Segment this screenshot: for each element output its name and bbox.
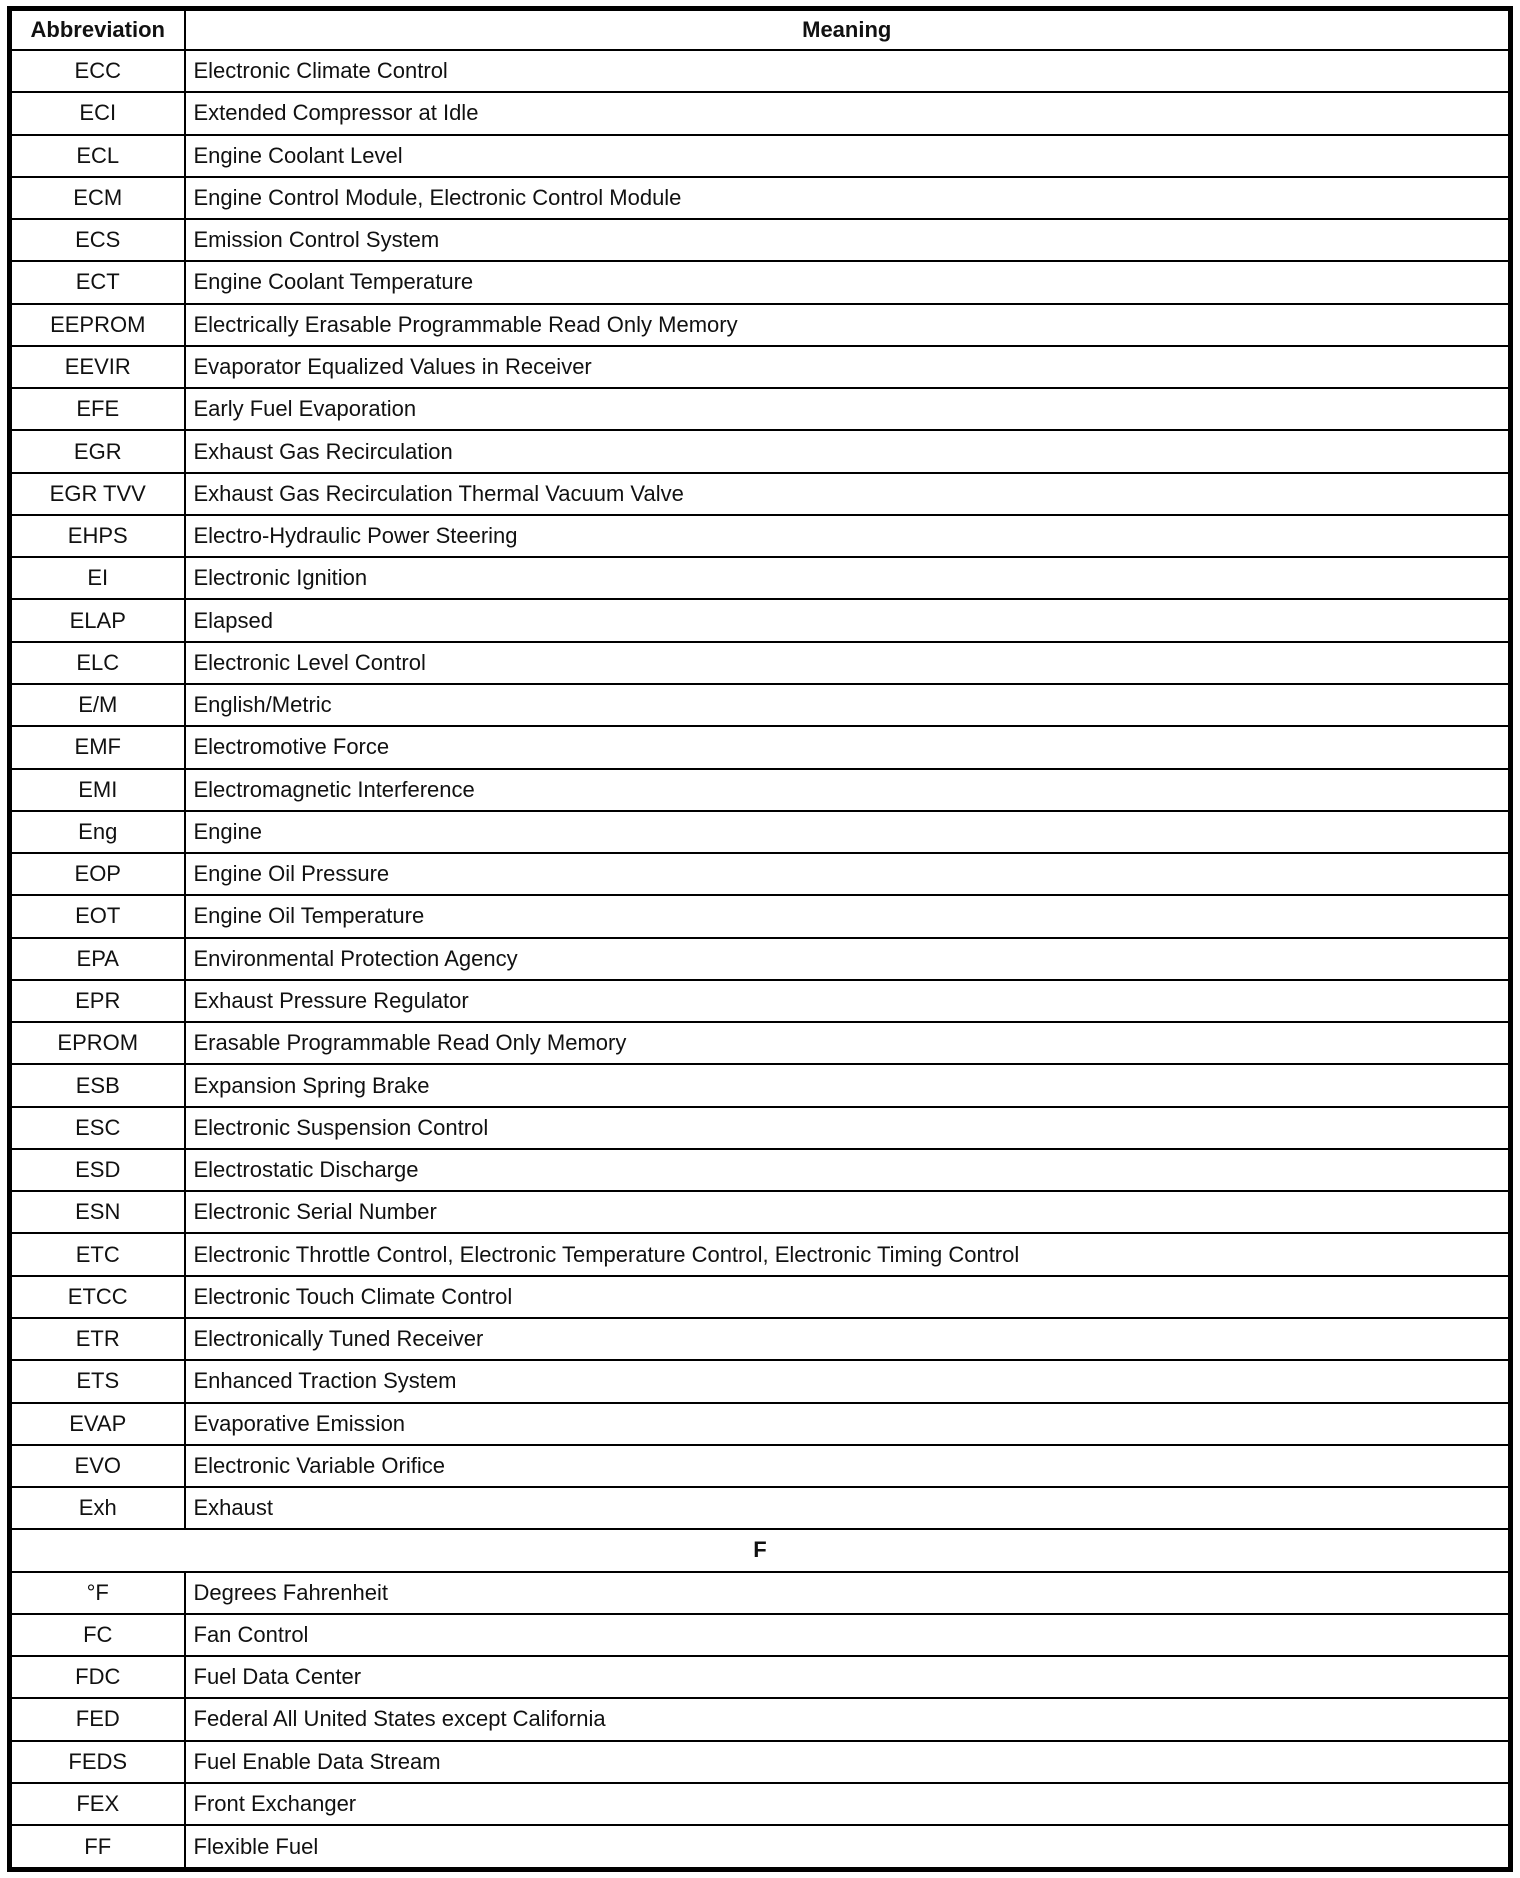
meaning-cell: Electronic Ignition — [185, 557, 1511, 599]
table-row — [10, 388, 1511, 430]
table-row — [10, 684, 1511, 726]
meaning-cell: Engine — [185, 811, 1511, 853]
meaning-cell: Exhaust Gas Recirculation Thermal Vacuum Valve — [185, 473, 1511, 515]
meaning-cell: Electronic Variable Orifice — [185, 1445, 1511, 1487]
meaning-cell: Electronic Level Control — [185, 642, 1511, 684]
table-row — [10, 1318, 1511, 1360]
table-row — [10, 1614, 1511, 1656]
meaning-cell: Electronic Throttle Control, Electronic Temperature Control, Electronic Timing Control — [185, 1233, 1511, 1275]
meaning-cell: Expansion Spring Brake — [185, 1064, 1511, 1106]
table-row — [10, 811, 1511, 853]
abbreviation-cell: ESC — [10, 1107, 185, 1149]
meaning-cell: Degrees Fahrenheit — [185, 1572, 1511, 1614]
abbreviation-cell: EVO — [10, 1445, 185, 1487]
meaning-cell: Fuel Enable Data Stream — [185, 1741, 1511, 1783]
table-row — [10, 1656, 1511, 1698]
meaning-cell: Federal All United States except California — [185, 1698, 1511, 1740]
meaning-cell: Environmental Protection Agency — [185, 938, 1511, 980]
abbreviation-cell: EEVIR — [10, 346, 185, 388]
meaning-cell: Fan Control — [185, 1614, 1511, 1656]
section-header-cell: F — [10, 1529, 1511, 1571]
table-row — [10, 1064, 1511, 1106]
table-row — [10, 177, 1511, 219]
table-row — [10, 1698, 1511, 1740]
abbreviation-cell: EOT — [10, 895, 185, 937]
abbreviation-cell: EHPS — [10, 515, 185, 557]
table-row — [10, 642, 1511, 684]
table-row — [10, 1445, 1511, 1487]
table-row — [10, 1487, 1511, 1529]
meaning-cell: Engine Control Module, Electronic Control Module — [185, 177, 1511, 219]
abbreviation-cell: EMF — [10, 726, 185, 768]
meaning-cell: Engine Coolant Level — [185, 135, 1511, 177]
abbreviation-cell: FC — [10, 1614, 185, 1656]
table-row — [10, 473, 1511, 515]
abbreviation-cell: FDC — [10, 1656, 185, 1698]
abbreviation-cell: ETR — [10, 1318, 185, 1360]
meaning-cell: Exhaust — [185, 1487, 1511, 1529]
abbreviation-cell: EVAP — [10, 1403, 185, 1445]
abbreviation-cell: ESB — [10, 1064, 185, 1106]
abbreviation-cell: ECT — [10, 261, 185, 303]
abbreviation-cell: FEX — [10, 1783, 185, 1825]
meaning-cell: Enhanced Traction System — [185, 1360, 1511, 1402]
table-row — [10, 515, 1511, 557]
meaning-cell: Erasable Programmable Read Only Memory — [185, 1022, 1511, 1064]
abbreviation-table — [7, 6, 1513, 1872]
header-row — [10, 9, 1511, 51]
abbreviation-cell: EPR — [10, 980, 185, 1022]
abbreviation-cell: EI — [10, 557, 185, 599]
abbreviation-cell: ELAP — [10, 599, 185, 641]
table-row — [10, 1783, 1511, 1825]
table-row — [10, 557, 1511, 599]
meaning-cell: Electronic Serial Number — [185, 1191, 1511, 1233]
abbreviation-cell: EPA — [10, 938, 185, 980]
meaning-cell: Evaporative Emission — [185, 1403, 1511, 1445]
meaning-column-header: Meaning — [185, 9, 1511, 51]
table-row — [10, 853, 1511, 895]
table-row — [10, 430, 1511, 472]
table-row — [10, 1149, 1511, 1191]
table-row — [10, 726, 1511, 768]
abbreviation-cell: FF — [10, 1825, 185, 1869]
table-row — [10, 346, 1511, 388]
abbreviation-cell: ETS — [10, 1360, 185, 1402]
meaning-cell: Evaporator Equalized Values in Receiver — [185, 346, 1511, 388]
abbreviation-cell: EEPROM — [10, 304, 185, 346]
table-row — [10, 1107, 1511, 1149]
meaning-cell: Electrically Erasable Programmable Read Only Memory — [185, 304, 1511, 346]
meaning-cell: Electronic Climate Control — [185, 50, 1511, 92]
section-row — [10, 1529, 1511, 1571]
meaning-cell: English/Metric — [185, 684, 1511, 726]
meaning-cell: Engine Coolant Temperature — [185, 261, 1511, 303]
meaning-cell: Electromagnetic Interference — [185, 769, 1511, 811]
abbreviation-cell: Exh — [10, 1487, 185, 1529]
meaning-cell: Electronic Touch Climate Control — [185, 1276, 1511, 1318]
table-row — [10, 1825, 1511, 1869]
meaning-cell: Engine Oil Pressure — [185, 853, 1511, 895]
abbreviation-cell: EGR TVV — [10, 473, 185, 515]
meaning-cell: Electrostatic Discharge — [185, 1149, 1511, 1191]
abbreviation-cell: ETC — [10, 1233, 185, 1275]
meaning-cell: Fuel Data Center — [185, 1656, 1511, 1698]
abbreviation-cell: ELC — [10, 642, 185, 684]
table-row — [10, 304, 1511, 346]
abbreviation-cell: ECM — [10, 177, 185, 219]
meaning-cell: Emission Control System — [185, 219, 1511, 261]
abbreviation-cell: °F — [10, 1572, 185, 1614]
meaning-cell: Electronically Tuned Receiver — [185, 1318, 1511, 1360]
table-row — [10, 1233, 1511, 1275]
abbreviation-cell: Eng — [10, 811, 185, 853]
meaning-cell: Exhaust Pressure Regulator — [185, 980, 1511, 1022]
table-row — [10, 1403, 1511, 1445]
abbreviation-cell: EOP — [10, 853, 185, 895]
table-row — [10, 1360, 1511, 1402]
abbreviation-cell: ECL — [10, 135, 185, 177]
table-row — [10, 50, 1511, 92]
abbreviation-cell: ECS — [10, 219, 185, 261]
table-row — [10, 769, 1511, 811]
abbreviation-cell: E/M — [10, 684, 185, 726]
table-row — [10, 92, 1511, 134]
table-row — [10, 938, 1511, 980]
table-row — [10, 1572, 1511, 1614]
abbreviation-cell: ESN — [10, 1191, 185, 1233]
table-row — [10, 1191, 1511, 1233]
abbreviation-cell: ECC — [10, 50, 185, 92]
abbreviation-cell: ESD — [10, 1149, 185, 1191]
table-row — [10, 980, 1511, 1022]
abbreviation-cell: FEDS — [10, 1741, 185, 1783]
table-row — [10, 895, 1511, 937]
abbreviation-cell: ETCC — [10, 1276, 185, 1318]
abbreviation-cell: FED — [10, 1698, 185, 1740]
abbreviation-cell: EMI — [10, 769, 185, 811]
abbreviation-cell: EFE — [10, 388, 185, 430]
meaning-cell: Electronic Suspension Control — [185, 1107, 1511, 1149]
meaning-cell: Extended Compressor at Idle — [185, 92, 1511, 134]
meaning-cell: Engine Oil Temperature — [185, 895, 1511, 937]
meaning-cell: Early Fuel Evaporation — [185, 388, 1511, 430]
meaning-cell: Elapsed — [185, 599, 1511, 641]
meaning-cell: Electro-Hydraulic Power Steering — [185, 515, 1511, 557]
table-row — [10, 219, 1511, 261]
meaning-cell: Exhaust Gas Recirculation — [185, 430, 1511, 472]
abbreviation-cell: EGR — [10, 430, 185, 472]
abbreviation-cell: EPROM — [10, 1022, 185, 1064]
table-row — [10, 261, 1511, 303]
abbreviation-table-body — [10, 50, 1511, 1870]
abbreviation-column-header: Abbreviation — [10, 9, 185, 51]
abbreviation-cell: ECI — [10, 92, 185, 134]
meaning-cell: Electromotive Force — [185, 726, 1511, 768]
table-row — [10, 1276, 1511, 1318]
table-row — [10, 1022, 1511, 1064]
table-row — [10, 1741, 1511, 1783]
abbreviation-table-head — [10, 9, 1511, 51]
meaning-cell: Flexible Fuel — [185, 1825, 1511, 1869]
table-row — [10, 135, 1511, 177]
meaning-cell: Front Exchanger — [185, 1783, 1511, 1825]
table-row — [10, 599, 1511, 641]
